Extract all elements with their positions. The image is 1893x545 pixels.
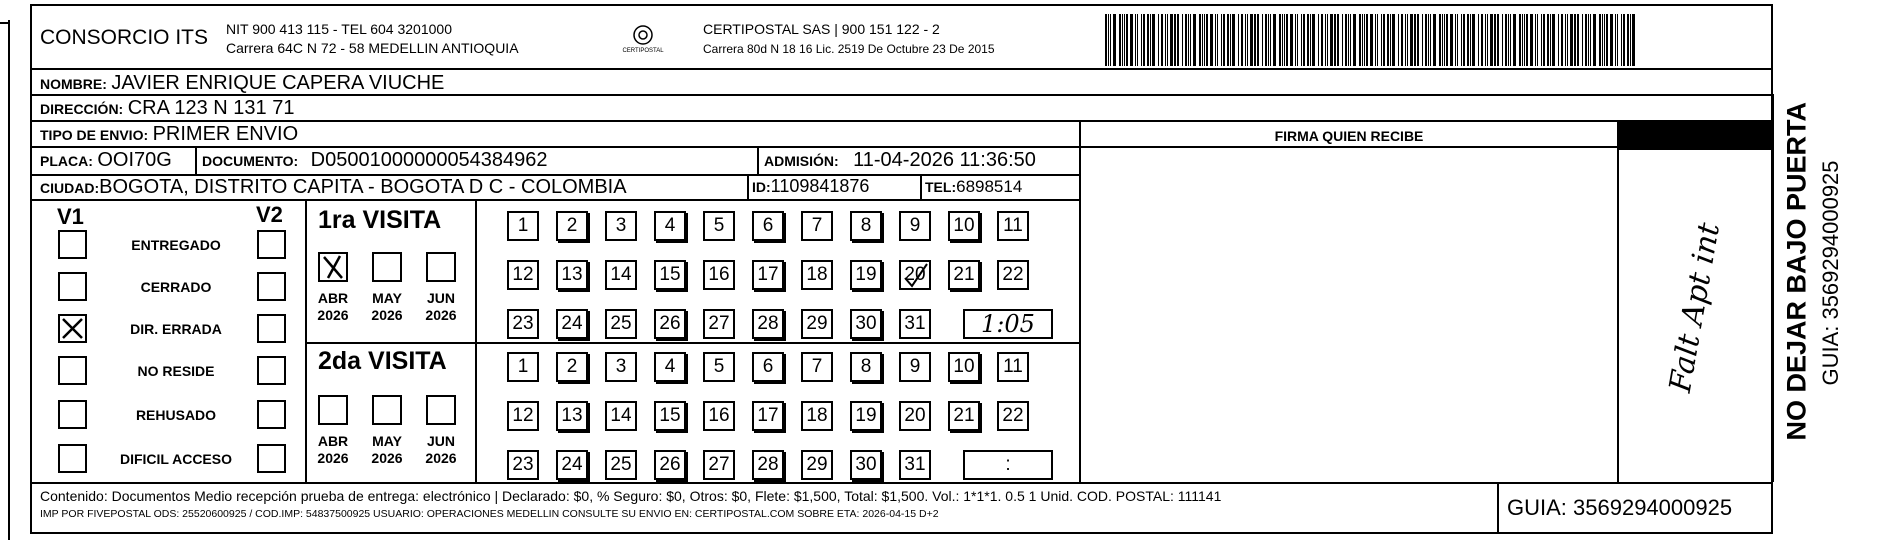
company-nit: NIT 900 413 115 - TEL 604 3201000	[226, 21, 452, 37]
day-box[interactable]: 30	[850, 450, 882, 480]
state-label: ENTREGADO	[131, 237, 221, 253]
day-box[interactable]: 5	[703, 352, 735, 382]
day-box[interactable]: 28	[752, 309, 784, 339]
v2-checkbox[interactable]	[257, 444, 286, 473]
day-box[interactable]: 14	[605, 260, 637, 290]
observation-handwriting: Falt Apt int	[1662, 220, 1728, 395]
rule	[30, 199, 1080, 201]
tipo-value: PRIMER ENVIO	[152, 123, 299, 145]
day-box[interactable]: 18	[801, 401, 833, 431]
month-label	[308, 433, 358, 467]
state-label: DIFICIL ACCESO	[119, 451, 232, 467]
month-label	[362, 433, 412, 467]
day-box[interactable]: 9	[899, 352, 931, 382]
carrier-address: Carrera 80d N 18 16 Lic. 2519 De Octubre 23 De 2015	[703, 42, 995, 56]
day-box[interactable]: 11	[997, 211, 1029, 241]
day-box[interactable]: 19	[850, 401, 882, 431]
day-box[interactable]: 31	[899, 450, 931, 480]
month-checkbox[interactable]	[318, 395, 348, 425]
direccion-value: CRA 123 N 131 71	[127, 97, 295, 119]
day-box[interactable]: 2	[556, 211, 588, 241]
month-label	[416, 290, 466, 324]
v1-checkbox[interactable]	[58, 230, 87, 259]
x-mark-icon	[320, 254, 346, 280]
time-box[interactable]: 1:05	[963, 309, 1053, 339]
month-name: MAY	[372, 433, 402, 449]
day-box[interactable]: 7	[801, 211, 833, 241]
rule	[1079, 120, 1081, 482]
day-box[interactable]: 13	[556, 401, 588, 431]
label-text: DIRECCIÓN:	[40, 101, 124, 117]
day-box[interactable]: 18	[801, 260, 833, 290]
day-box[interactable]: 6	[752, 352, 784, 382]
day-box[interactable]: 8	[850, 352, 882, 382]
day-box[interactable]: 4	[654, 352, 686, 382]
day-box[interactable]: 19	[850, 260, 882, 290]
x-mark-icon	[60, 316, 85, 341]
state-label: REHUSADO	[135, 407, 217, 423]
month-label	[416, 433, 466, 467]
day-box[interactable]: 2	[556, 352, 588, 382]
label-text: DOCUMENTO:	[202, 153, 299, 169]
day-box[interactable]: 24	[556, 309, 588, 339]
label-text: TEL:	[925, 179, 957, 195]
day-box[interactable]: 21	[948, 260, 980, 290]
rule	[30, 68, 1773, 70]
carrier-name: CERTIPOSTAL SAS | 900 151 122 - 2	[703, 21, 940, 37]
documento-value: D05001000000054384962	[310, 149, 548, 171]
day-box[interactable]: 17	[752, 260, 784, 290]
label-text: CIUDAD:	[40, 180, 100, 196]
direccion-row	[40, 97, 294, 120]
day-box[interactable]: 1	[507, 211, 539, 241]
rule	[305, 342, 1080, 344]
month-checkbox[interactable]	[372, 395, 402, 425]
day-box[interactable]: 27	[703, 309, 735, 339]
v2-checkbox[interactable]	[257, 230, 286, 259]
placa-value: OOI70G	[97, 149, 172, 171]
day-box[interactable]: 28	[752, 450, 784, 480]
month-name: JUN	[426, 290, 455, 306]
logo-text: CERTIPOSTAL	[622, 48, 664, 54]
v2-checkbox[interactable]	[257, 314, 286, 343]
nombre-value: JAVIER ENRIQUE CAPERA VIUCHE	[111, 72, 445, 94]
day-box[interactable]: 6	[752, 211, 784, 241]
day-box[interactable]: 10	[948, 211, 980, 241]
month-name: ABR	[317, 290, 349, 306]
day-box[interactable]: 29	[801, 450, 833, 480]
label-text: NOMBRE:	[40, 76, 107, 92]
rule	[1772, 94, 1774, 482]
month-label	[362, 290, 412, 324]
footer-guia: GUIA: 3569294000925	[1507, 495, 1733, 520]
day-box[interactable]: 20	[899, 401, 931, 431]
month-checkbox[interactable]	[372, 252, 402, 282]
day-box[interactable]: 13	[556, 260, 588, 290]
day-box[interactable]: 26	[654, 309, 686, 339]
state-label: NO RESIDE	[137, 363, 215, 379]
v2-checkbox[interactable]	[257, 356, 286, 385]
rule	[1080, 146, 1773, 148]
v1-checkbox[interactable]	[58, 444, 87, 473]
day-box[interactable]: 15	[654, 260, 686, 290]
month-checkbox[interactable]	[318, 252, 348, 282]
day-box[interactable]: 24	[556, 450, 588, 480]
state-label: DIR. ERRADA	[130, 321, 222, 337]
footer-imp: IMP POR FIVEPOSTAL ODS: 25520600925 / COD.IMP: 54837500925 USUARIO: OPERACIONES MEDELLIN CONSULTE SU ENVIO EN: CERTIPOSTAL.COM SOBRE ETA: 2026-04-15 D+2	[40, 508, 939, 520]
rule	[30, 482, 1773, 484]
documento-row	[202, 149, 548, 172]
month-checkbox[interactable]	[426, 395, 456, 425]
day-box[interactable]: 22	[997, 401, 1029, 431]
tipo-row	[40, 123, 298, 146]
day-box[interactable]: 11	[997, 352, 1029, 382]
month-name: MAY	[372, 290, 402, 306]
admision-row	[764, 149, 1036, 172]
nombre-label	[40, 72, 444, 95]
visit-2-title: 2da VISITA	[318, 347, 447, 375]
label-text: ADMISIÓN:	[764, 153, 839, 169]
side-no-dejar: NO DEJAR BAJO PUERTA	[1781, 101, 1812, 441]
month-name: ABR	[317, 433, 349, 449]
month-year: 2026	[317, 450, 349, 466]
rule	[1497, 482, 1499, 532]
rule	[195, 146, 197, 174]
day-box[interactable]: 25	[605, 450, 637, 480]
month-year: 2026	[317, 307, 349, 323]
day-box[interactable]: 1	[507, 352, 539, 382]
label-text: PLACA:	[40, 153, 93, 169]
ciudad-row	[40, 176, 627, 199]
day-box[interactable]: 16	[703, 401, 735, 431]
day-box[interactable]: 3	[605, 352, 637, 382]
left-edge-tick	[0, 22, 10, 24]
month-year: 2026	[425, 307, 457, 323]
tel-value: 6898514	[956, 177, 1023, 196]
day-box[interactable]: 5	[703, 211, 735, 241]
day-box[interactable]: 3	[605, 211, 637, 241]
admision-value: 11-04-2026 11:36:50	[853, 149, 1036, 171]
rule	[1617, 120, 1619, 482]
day-box[interactable]: 23	[507, 309, 539, 339]
day-box[interactable]: 16	[703, 260, 735, 290]
certipostal-logo	[618, 22, 668, 58]
v1-checkbox[interactable]	[58, 400, 87, 429]
v1-checkbox[interactable]	[58, 356, 87, 385]
day-box[interactable]: 15	[654, 401, 686, 431]
id-row	[752, 176, 869, 197]
day-box[interactable]: 23	[507, 450, 539, 480]
day-box[interactable]: 29	[801, 309, 833, 339]
placa-row	[40, 149, 172, 172]
state-label: CERRADO	[140, 279, 212, 295]
company-name: CONSORCIO ITS	[40, 26, 209, 49]
month-year: 2026	[371, 450, 403, 466]
v1-label: V1	[57, 204, 84, 229]
v2-label: V2	[256, 202, 283, 227]
day-box[interactable]: 20	[899, 260, 931, 290]
left-edge-mark	[8, 20, 10, 540]
v1-checkbox[interactable]	[58, 314, 87, 343]
month-label	[308, 290, 358, 324]
day-box[interactable]: 8	[850, 211, 882, 241]
month-name: JUN	[426, 433, 455, 449]
day-box[interactable]: 14	[605, 401, 637, 431]
rule	[920, 174, 922, 199]
label-text: ID:	[752, 179, 771, 195]
month-year: 2026	[425, 450, 457, 466]
side-guia: GUIA: 3569294000925	[1818, 160, 1843, 386]
v2-checkbox[interactable]	[257, 272, 286, 301]
day-box[interactable]: 4	[654, 211, 686, 241]
day-box[interactable]: 27	[703, 450, 735, 480]
day-box[interactable]: 31	[899, 309, 931, 339]
day-box[interactable]: 12	[507, 260, 539, 290]
day-box[interactable]: 21	[948, 401, 980, 431]
visit-1-title: 1ra VISITA	[318, 206, 442, 234]
v1-checkbox[interactable]	[58, 272, 87, 301]
day-box[interactable]: 22	[997, 260, 1029, 290]
tel-row	[925, 177, 1022, 197]
day-box[interactable]: 7	[801, 352, 833, 382]
rule	[30, 120, 1773, 122]
barcode	[1105, 14, 1635, 66]
day-box[interactable]: 30	[850, 309, 882, 339]
v2-checkbox[interactable]	[257, 400, 286, 429]
company-address: Carrera 64C N 72 - 58 MEDELLIN ANTIOQUIA	[226, 40, 519, 56]
day-box[interactable]: 25	[605, 309, 637, 339]
month-year: 2026	[371, 307, 403, 323]
ciudad-value: BOGOTA, DISTRITO CAPITA - BOGOTA D C - COLOMBIA	[99, 176, 627, 198]
day-box[interactable]: 12	[507, 401, 539, 431]
label-text: TIPO DE ENVIO:	[40, 127, 149, 143]
rule	[747, 174, 749, 199]
day-check-mark	[899, 260, 931, 290]
day-box[interactable]: 10	[948, 352, 980, 382]
month-checkbox[interactable]	[426, 252, 456, 282]
id-value: 1109841876	[770, 176, 870, 196]
observaciones-header: OBSERVACIONES	[1634, 128, 1757, 144]
day-box[interactable]: 26	[654, 450, 686, 480]
rule	[757, 146, 759, 174]
day-box[interactable]: 17	[752, 401, 784, 431]
firma-header: FIRMA QUIEN RECIBE	[1274, 128, 1424, 144]
rule	[30, 146, 1080, 148]
day-box[interactable]: 9	[899, 211, 931, 241]
rule	[475, 199, 477, 482]
rule	[305, 199, 307, 482]
time-box[interactable]: :	[963, 450, 1053, 480]
footer-contenido: Contenido: Documentos Medio recepción prueba de entrega: electrónico | Declarado: $0, % Seguro: $0, Otros: $0, Flete: $1,500, Total: $1,500. Vol.: 1*1*1. 0.5 1 Unid. COD. POSTAL: 111141	[40, 488, 1222, 504]
